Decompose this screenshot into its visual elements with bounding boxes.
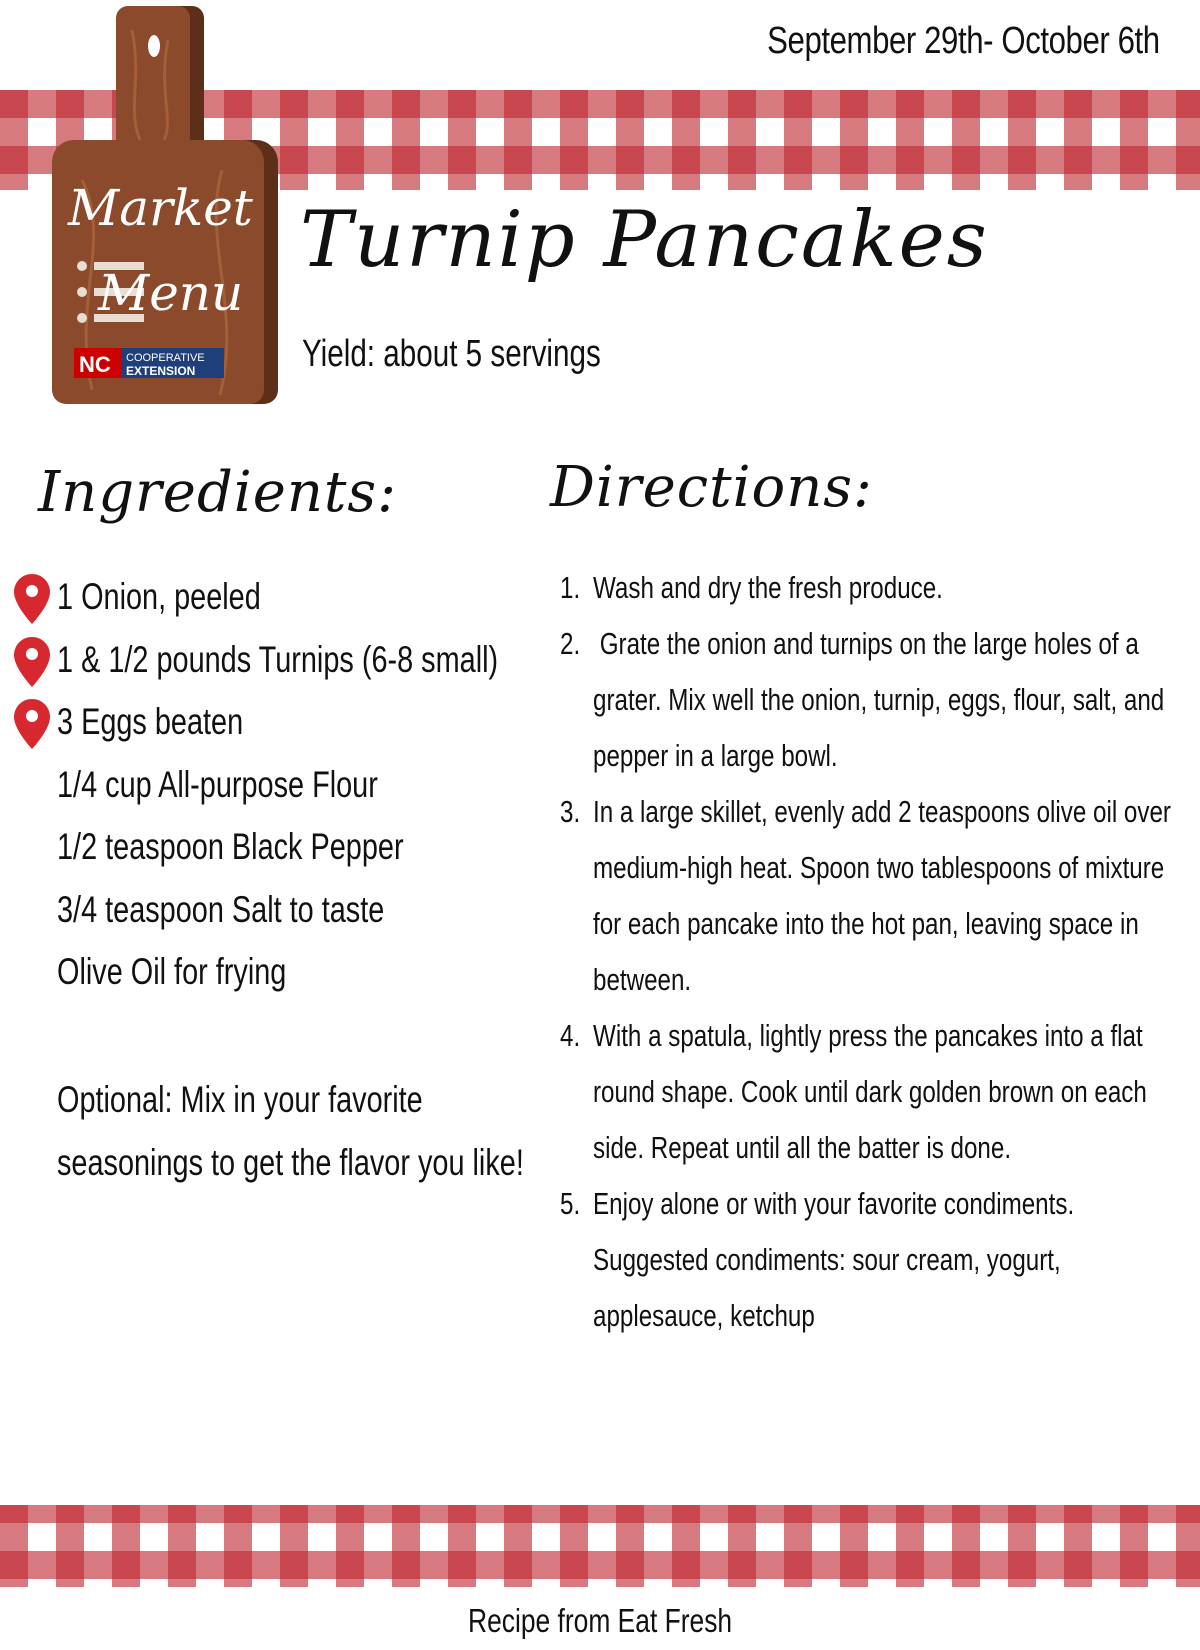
directions-heading: Directions: — [550, 455, 873, 520]
logo-market-text: Market — [68, 179, 253, 237]
ingredient-text: Olive Oil for frying — [57, 951, 287, 992]
ingredients-heading: Ingredients: — [38, 460, 398, 525]
ingredient-text: 1 Onion, peeled — [57, 576, 261, 617]
optional-line: seasonings to get the flavor you like! — [57, 1142, 524, 1183]
directions-list — [560, 560, 1180, 1344]
gingham-border-bottom — [0, 1505, 1200, 1587]
step-line: side. Repeat until all the batter is done. — [593, 1130, 1012, 1165]
step-line: In a large skillet, evenly add 2 teaspoons olive oil over — [593, 794, 1171, 829]
ingredient-text: 1/4 cup All-purpose Flour — [57, 763, 378, 805]
recipe-title: Turnip Pancakes — [300, 195, 989, 285]
step-number: 1. — [560, 570, 581, 605]
recipe-yield: Yield: about 5 servings — [302, 333, 601, 375]
step-line: Grate the onion and turnips on the large holes of a — [593, 626, 1139, 661]
step-number: 2. — [560, 626, 581, 661]
direction-step — [560, 560, 1180, 616]
step-line: grater. Mix well the onion, turnip, eggs, flour, salt, and — [593, 682, 1165, 717]
board-hole-icon — [148, 35, 160, 57]
step-number: 5. — [560, 1186, 581, 1221]
ingredient-text: 3 Eggs beaten — [57, 701, 244, 742]
step-line: Wash and dry the fresh produce. — [593, 570, 943, 605]
direction-step — [560, 784, 1180, 1008]
step-line: for each pancake into the hot pan, leaving space in — [593, 906, 1139, 941]
market-menu-logo — [52, 0, 282, 415]
step-text — [593, 560, 943, 616]
direction-step — [560, 616, 1180, 784]
step-line: pepper in a large bowl. — [593, 738, 838, 773]
recipe-source-text: Recipe from Eat Fresh — [467, 1602, 733, 1639]
ingredient-item — [0, 885, 520, 948]
step-line: Enjoy alone or with your favorite condiments. — [593, 1186, 1075, 1221]
ingredient-item — [0, 947, 520, 1010]
direction-step — [560, 1008, 1180, 1176]
nc-extension: EXTENSION — [126, 364, 196, 378]
logo-menu-text: Menu — [98, 264, 244, 322]
step-text — [593, 616, 1164, 784]
nc-cooperative: COOPERATIVE — [126, 352, 205, 364]
optional-line: Optional: Mix in your favorite — [57, 1079, 423, 1120]
step-line: round shape. Cook until dark golden brown on each — [593, 1074, 1147, 1109]
nc-mark: NC — [79, 352, 111, 377]
ingredient-item — [0, 635, 520, 698]
step-text — [593, 784, 1171, 1008]
step-number: 3. — [560, 794, 581, 829]
recipe-source — [0, 1602, 1200, 1640]
step-line: medium-high heat. Spoon two tablespoons of mixture — [593, 850, 1165, 885]
map-pin-icon — [14, 699, 50, 749]
optional-note — [57, 1068, 524, 1194]
ingredient-item — [0, 822, 520, 885]
ingredient-text: 1 & 1/2 pounds Turnips (6-8 small) — [57, 638, 499, 680]
ingredient-item — [0, 760, 520, 823]
ingredient-item — [0, 572, 520, 635]
ingredient-item — [0, 697, 520, 760]
step-line: Suggested condiments: sour cream, yogurt, — [593, 1242, 1061, 1277]
map-pin-icon — [14, 574, 50, 624]
step-text — [593, 1008, 1147, 1176]
step-line: With a spatula, lightly press the pancakes into a flat — [593, 1018, 1143, 1053]
step-line: between. — [593, 962, 692, 997]
ingredient-text: 1/2 teaspoon Black Pepper — [57, 826, 404, 867]
step-number: 4. — [560, 1018, 581, 1053]
ingredient-text: 3/4 teaspoon Salt to taste — [57, 888, 385, 930]
step-line: applesauce, ketchup — [593, 1298, 815, 1333]
direction-step — [560, 1176, 1180, 1344]
step-text — [593, 1176, 1074, 1344]
date-range: September 29th- October 6th — [767, 20, 1160, 62]
ingredients-list — [0, 572, 520, 1010]
map-pin-icon — [14, 637, 50, 687]
